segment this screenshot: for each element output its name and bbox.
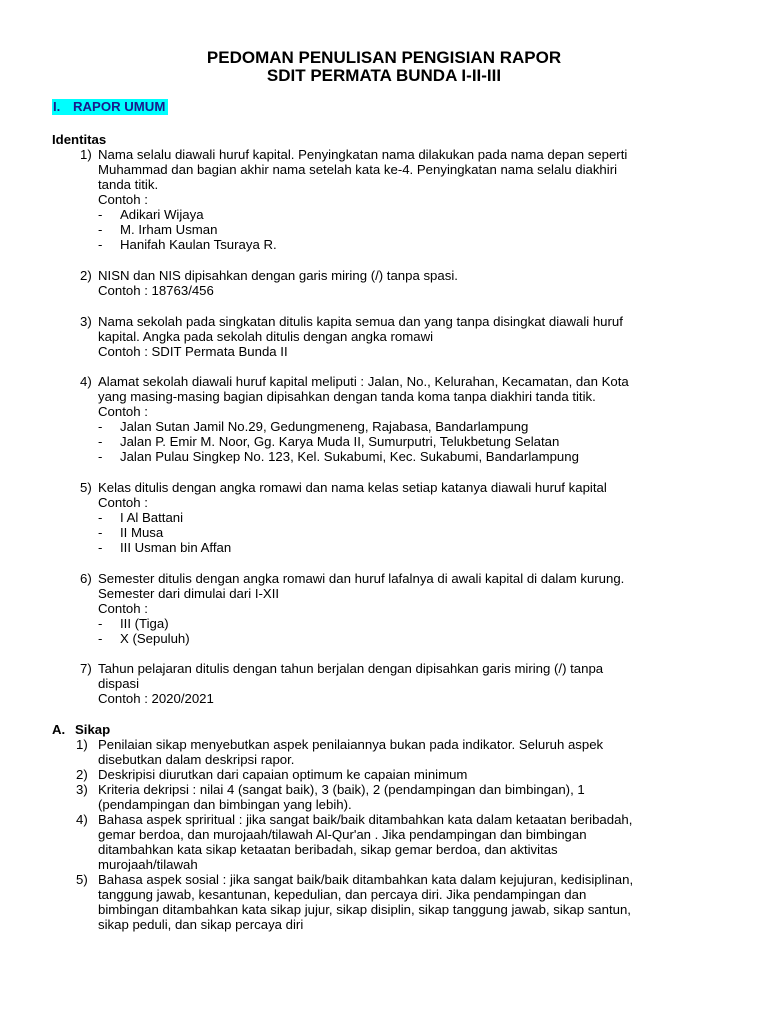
list-item: 3) Kriteria dekripsi : nilai 4 (sangat baik), 3 (baik), 2 (pendampingan dan bimbingan), 1 (pendampingan dan bimbingan yang lebih).	[76, 782, 585, 812]
item-number: 3)	[80, 314, 92, 329]
document-subtitle: SDIT PERMATA BUNDA I-II-III	[266, 66, 502, 85]
sikap-heading: A. Sikap	[52, 722, 111, 737]
item-number: 7)	[80, 661, 92, 676]
list-item: 5) Kelas ditulis dengan angka romawi dan nama kelas setiap katanya diawali huruf kapital Contoh : - I Al Battani - II Musa - III Usman bin Affan	[80, 480, 607, 555]
list-item: 2) NISN dan NIS dipisahkan dengan garis miring (/) tanpa spasi. Contoh : 18763/456	[80, 268, 458, 298]
list-item: 2) Deskripisi diurutkan dari capaian optimum ke capaian minimum	[76, 767, 468, 782]
list-item: 7) Tahun pelajaran ditulis dengan tahun berjalan dengan dipisahkan garis miring (/) tanpa dispasi Contoh : 2020/2021	[80, 661, 604, 706]
list-item: 1) Nama selalu diawali huruf kapital. Penyingkatan nama dilakukan pada nama depan seperti Muhammad dan bagian akhir nama setelah kata ke-4. Penyingkatan nama selalu diakhiri tanda titik. Contoh : - Adikari Wijaya - M. Irham Usman - Hanifah Kaulan Tsuraya R.	[80, 147, 628, 252]
list-item: 4) Bahasa aspek spriritual : jika sangat baik/baik ditambahkan kata dalam ketaatan beribadah, gemar berdoa, dan murojaah/tilawah Al-Qur'an . Jika pendampingan dan bimbingan ditambahkan kata sikap ketaatan beribadah, sikap gemar berdoa, dan aktivitas murojaah/tilawah	[76, 812, 633, 872]
document-title: PEDOMAN PENULISAN PENGISIAN RAPOR	[206, 48, 562, 67]
section-number: I.	[53, 99, 61, 114]
item-number: 1)	[80, 147, 92, 162]
section-heading	[52, 99, 168, 115]
list-item: 5) Bahasa aspek sosial : jika sangat baik/baik ditambahkan kata dalam kejujuran, kedisiplinan, tanggung jawab, kesantunan, kepedulian, dan percaya diri. Jika pendampingan dan bimbingan ditambahkan kata sikap jujur, sikap disiplin, sikap tanggung jawab, sikap santun, sikap peduli, dan sikap percaya diri	[76, 872, 634, 932]
list-item: 4) Alamat sekolah diawali huruf kapital meliputi : Jalan, No., Kelurahan, Kecamatan, dan Kota yang masing-masing bagian dipisahkan dengan tanda koma tanpa diakhiri tanda titik. Contoh : - Jalan Sutan Jamil No.29, Gedungmeneng, Rajabasa, Bandarlampung - Jalan P. Emir M. Noor, Gg. Karya Muda II, Sumurputri, Telukbetung Selatan - Jalan Pulau Singkep No. 123, Kel. Sukabumi, Kec. Sukabumi, Bandarlampung	[80, 374, 629, 464]
item-number: 5)	[80, 480, 92, 495]
section-label: RAPOR UMUM	[73, 99, 166, 114]
item-number: 2)	[80, 268, 92, 283]
item-number: 4)	[80, 374, 92, 389]
sikap-list	[76, 737, 633, 932]
identitas-heading: Identitas	[52, 132, 107, 147]
list-item: 1) Penilaian sikap menyebutkan aspek penilaiannya bukan pada indikator. Seluruh aspek disebutkan dalam deskripsi rapor.	[76, 737, 604, 767]
item-number: 6)	[80, 571, 92, 586]
list-item: 3) Nama sekolah pada singkatan ditulis kapita semua dan yang tanpa disingkat diawali huruf kapital. Angka pada sekolah ditulis dengan angka romawi Contoh : SDIT Permata Bunda II	[80, 314, 623, 359]
list-item: 6) Semester ditulis dengan angka romawi dan huruf lafalnya di awali kapital di dalam kurung. Semester dari dimulai dari I-XII Contoh : - III (Tiga) - X (Sepuluh)	[80, 571, 625, 646]
